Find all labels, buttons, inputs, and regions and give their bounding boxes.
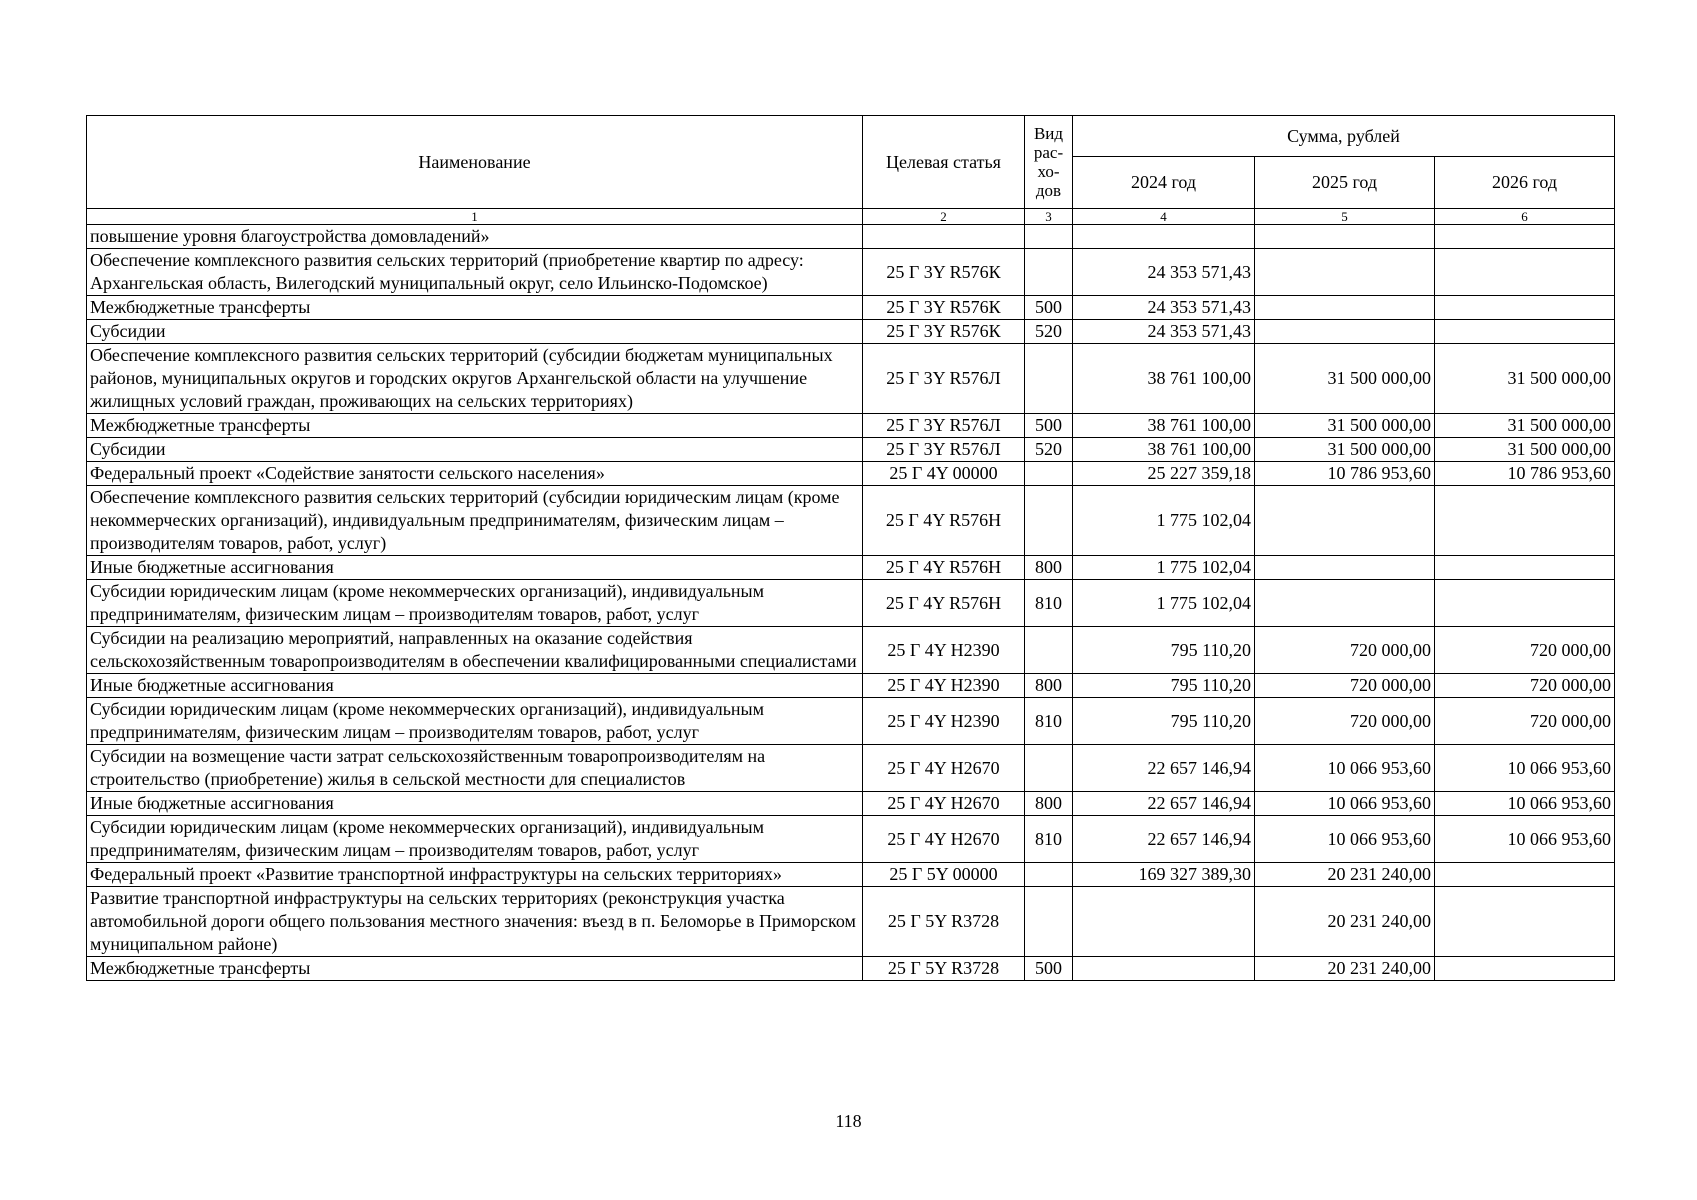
row-expense-type <box>1025 627 1073 674</box>
row-target-article: 25 Г 4Y Н2670 <box>863 745 1025 792</box>
row-amount-2024: 25 227 359,18 <box>1073 462 1255 486</box>
row-amount-2026 <box>1435 486 1615 556</box>
table-row <box>87 462 1615 486</box>
row-expense-type: 500 <box>1025 414 1073 438</box>
row-name: Субсидии на реализацию мероприятий, направленных на оказание содействия сельскохозяйственным товаропроизводителям в обеспечении квалифицированными специалистами <box>87 627 863 674</box>
row-amount-2025: 10 066 953,60 <box>1255 792 1435 816</box>
row-target-article: 25 Г 3Y R576Л <box>863 438 1025 462</box>
row-name: Межбюджетные трансферты <box>87 414 863 438</box>
row-amount-2026 <box>1435 225 1615 249</box>
row-name: Межбюджетные трансферты <box>87 957 863 981</box>
header-year-2024: 2024 год <box>1073 157 1255 209</box>
row-name: Федеральный проект «Развитие транспортной инфраструктуры на сельских территориях» <box>87 863 863 887</box>
table-row <box>87 225 1615 249</box>
row-expense-type: 800 <box>1025 674 1073 698</box>
row-expense-type <box>1025 462 1073 486</box>
row-amount-2026: 10 786 953,60 <box>1435 462 1615 486</box>
row-amount-2026 <box>1435 249 1615 296</box>
row-amount-2024: 795 110,20 <box>1073 698 1255 745</box>
row-amount-2026 <box>1435 320 1615 344</box>
row-amount-2024: 22 657 146,94 <box>1073 792 1255 816</box>
row-amount-2025: 20 231 240,00 <box>1255 863 1435 887</box>
table-row <box>87 486 1615 556</box>
column-number: 4 <box>1073 209 1255 225</box>
header-expense-type: Вид рас-хо-дов <box>1025 116 1073 209</box>
row-target-article: 25 Г 3Y R576Л <box>863 414 1025 438</box>
row-target-article: 25 Г 3Y R576К <box>863 296 1025 320</box>
budget-table <box>86 115 1615 981</box>
row-amount-2026 <box>1435 957 1615 981</box>
row-target-article: 25 Г 4Y R576Н <box>863 580 1025 627</box>
row-amount-2024: 1 775 102,04 <box>1073 486 1255 556</box>
row-amount-2025 <box>1255 320 1435 344</box>
table-row <box>87 296 1615 320</box>
table-row <box>87 816 1615 863</box>
row-name: Обеспечение комплексного развития сельских территорий (приобретение квартир по адресу: Архангельская область, Вилегодский муниципальный округ, село Ильинско-Подомское) <box>87 249 863 296</box>
table-row <box>87 344 1615 414</box>
header-sum: Сумма, рублей <box>1073 116 1615 157</box>
row-target-article: 25 Г 3Y R576Л <box>863 344 1025 414</box>
table-row <box>87 320 1615 344</box>
row-name: Обеспечение комплексного развития сельских территорий (субсидии бюджетам муниципальных районов, муниципальных округов и городских округов Архангельской области на улучшение жилищных условий граждан, проживающих на сельских территориях) <box>87 344 863 414</box>
row-expense-type <box>1025 249 1073 296</box>
row-name: Субсидии <box>87 320 863 344</box>
row-amount-2026: 720 000,00 <box>1435 627 1615 674</box>
row-name: Субсидии юридическим лицам (кроме некоммерческих организаций), индивидуальным предпринимателям, физическим лицам – производителям товаров, работ, услуг <box>87 580 863 627</box>
row-name: Субсидии на возмещение части затрат сельскохозяйственным товаропроизводителям на строительство (приобретение) жилья в сельской местности для специалистов <box>87 745 863 792</box>
column-number: 6 <box>1435 209 1615 225</box>
row-amount-2024 <box>1073 887 1255 957</box>
row-amount-2024: 38 761 100,00 <box>1073 414 1255 438</box>
row-expense-type <box>1025 887 1073 957</box>
row-target-article: 25 Г 4Y Н2670 <box>863 816 1025 863</box>
row-target-article: 25 Г 4Y Н2390 <box>863 674 1025 698</box>
row-target-article: 25 Г 3Y R576К <box>863 249 1025 296</box>
row-amount-2026: 10 066 953,60 <box>1435 745 1615 792</box>
row-target-article: 25 Г 4Y 00000 <box>863 462 1025 486</box>
table-row <box>87 698 1615 745</box>
row-target-article: 25 Г 3Y R576К <box>863 320 1025 344</box>
table-body <box>87 225 1615 981</box>
row-expense-type: 500 <box>1025 957 1073 981</box>
row-expense-type: 500 <box>1025 296 1073 320</box>
table-row <box>87 887 1615 957</box>
header-year-2026: 2026 год <box>1435 157 1615 209</box>
row-amount-2025: 10 066 953,60 <box>1255 745 1435 792</box>
row-amount-2025: 20 231 240,00 <box>1255 887 1435 957</box>
row-amount-2026: 720 000,00 <box>1435 698 1615 745</box>
row-amount-2025 <box>1255 225 1435 249</box>
row-amount-2026: 10 066 953,60 <box>1435 816 1615 863</box>
row-expense-type: 520 <box>1025 320 1073 344</box>
row-expense-type <box>1025 486 1073 556</box>
row-amount-2024 <box>1073 225 1255 249</box>
row-name: Субсидии <box>87 438 863 462</box>
row-target-article: 25 Г 4Y R576Н <box>863 486 1025 556</box>
row-amount-2025: 31 500 000,00 <box>1255 344 1435 414</box>
column-number: 2 <box>863 209 1025 225</box>
row-amount-2024: 38 761 100,00 <box>1073 438 1255 462</box>
row-expense-type: 810 <box>1025 698 1073 745</box>
row-name: Межбюджетные трансферты <box>87 296 863 320</box>
row-amount-2026 <box>1435 580 1615 627</box>
row-amount-2025: 720 000,00 <box>1255 627 1435 674</box>
row-amount-2025 <box>1255 580 1435 627</box>
row-target-article: 25 Г 4Y R576Н <box>863 556 1025 580</box>
row-expense-type <box>1025 745 1073 792</box>
row-amount-2025: 720 000,00 <box>1255 674 1435 698</box>
row-amount-2025: 720 000,00 <box>1255 698 1435 745</box>
row-name: Иные бюджетные ассигнования <box>87 556 863 580</box>
page-number: 118 <box>835 1111 862 1131</box>
row-amount-2024: 1 775 102,04 <box>1073 580 1255 627</box>
row-amount-2026 <box>1435 863 1615 887</box>
row-amount-2024 <box>1073 957 1255 981</box>
document-page <box>86 115 1614 981</box>
table-row <box>87 580 1615 627</box>
column-number: 1 <box>87 209 863 225</box>
table-row <box>87 792 1615 816</box>
header-year-2025: 2025 год <box>1255 157 1435 209</box>
row-name: Развитие транспортной инфраструктуры на сельских территориях (реконструкция участка автомобильной дороги общего пользования местного значения: въезд в п. Беломорье в Приморском муниципальном районе) <box>87 887 863 957</box>
row-amount-2026: 10 066 953,60 <box>1435 792 1615 816</box>
row-amount-2025: 31 500 000,00 <box>1255 414 1435 438</box>
row-amount-2024: 795 110,20 <box>1073 627 1255 674</box>
table-row <box>87 249 1615 296</box>
table-row <box>87 438 1615 462</box>
column-number: 5 <box>1255 209 1435 225</box>
table-row <box>87 627 1615 674</box>
row-amount-2025 <box>1255 556 1435 580</box>
row-target-article: 25 Г 4Y Н2390 <box>863 627 1025 674</box>
row-amount-2024: 1 775 102,04 <box>1073 556 1255 580</box>
row-name: Обеспечение комплексного развития сельских территорий (субсидии юридическим лицам (кроме некоммерческих организаций), индивидуальным предпринимателям, физическим лицам – производителям товаров, работ, услуг) <box>87 486 863 556</box>
row-amount-2024: 169 327 389,30 <box>1073 863 1255 887</box>
row-expense-type: 810 <box>1025 580 1073 627</box>
row-expense-type: 810 <box>1025 816 1073 863</box>
row-amount-2026: 720 000,00 <box>1435 674 1615 698</box>
row-name: Иные бюджетные ассигнования <box>87 792 863 816</box>
header-name: Наименование <box>87 116 863 209</box>
row-target-article <box>863 225 1025 249</box>
row-amount-2026 <box>1435 556 1615 580</box>
row-amount-2025 <box>1255 249 1435 296</box>
row-amount-2026: 31 500 000,00 <box>1435 414 1615 438</box>
row-name: Иные бюджетные ассигнования <box>87 674 863 698</box>
row-name: Субсидии юридическим лицам (кроме некоммерческих организаций), индивидуальным предпринимателям, физическим лицам – производителям товаров, работ, услуг <box>87 698 863 745</box>
row-amount-2026 <box>1435 887 1615 957</box>
row-expense-type <box>1025 863 1073 887</box>
row-amount-2024: 24 353 571,43 <box>1073 249 1255 296</box>
row-expense-type: 800 <box>1025 792 1073 816</box>
row-expense-type: 520 <box>1025 438 1073 462</box>
row-expense-type: 800 <box>1025 556 1073 580</box>
row-amount-2024: 22 657 146,94 <box>1073 745 1255 792</box>
row-target-article: 25 Г 4Y Н2670 <box>863 792 1025 816</box>
row-amount-2025: 31 500 000,00 <box>1255 438 1435 462</box>
row-name: Субсидии юридическим лицам (кроме некоммерческих организаций), индивидуальным предпринимателям, физическим лицам – производителям товаров, работ, услуг <box>87 816 863 863</box>
row-target-article: 25 Г 5Y R3728 <box>863 957 1025 981</box>
row-amount-2025 <box>1255 486 1435 556</box>
row-target-article: 25 Г 5Y 00000 <box>863 863 1025 887</box>
row-amount-2025: 10 786 953,60 <box>1255 462 1435 486</box>
table-row <box>87 674 1615 698</box>
row-name: повышение уровня благоустройства домовладений» <box>87 225 863 249</box>
header-target-article: Целевая статья <box>863 116 1025 209</box>
row-amount-2025: 10 066 953,60 <box>1255 816 1435 863</box>
column-number-row <box>87 209 1615 225</box>
row-amount-2026: 31 500 000,00 <box>1435 344 1615 414</box>
row-expense-type <box>1025 344 1073 414</box>
row-amount-2024: 24 353 571,43 <box>1073 296 1255 320</box>
row-name: Федеральный проект «Содействие занятости сельского населения» <box>87 462 863 486</box>
row-amount-2024: 24 353 571,43 <box>1073 320 1255 344</box>
row-amount-2025: 20 231 240,00 <box>1255 957 1435 981</box>
table-row <box>87 745 1615 792</box>
row-target-article: 25 Г 4Y Н2390 <box>863 698 1025 745</box>
table-row <box>87 414 1615 438</box>
row-amount-2024: 22 657 146,94 <box>1073 816 1255 863</box>
row-amount-2026 <box>1435 296 1615 320</box>
row-amount-2026: 31 500 000,00 <box>1435 438 1615 462</box>
column-number: 3 <box>1025 209 1073 225</box>
row-amount-2024: 795 110,20 <box>1073 674 1255 698</box>
row-amount-2025 <box>1255 296 1435 320</box>
table-row <box>87 556 1615 580</box>
table-row <box>87 957 1615 981</box>
row-amount-2024: 38 761 100,00 <box>1073 344 1255 414</box>
table-row <box>87 863 1615 887</box>
row-expense-type <box>1025 225 1073 249</box>
row-target-article: 25 Г 5Y R3728 <box>863 887 1025 957</box>
